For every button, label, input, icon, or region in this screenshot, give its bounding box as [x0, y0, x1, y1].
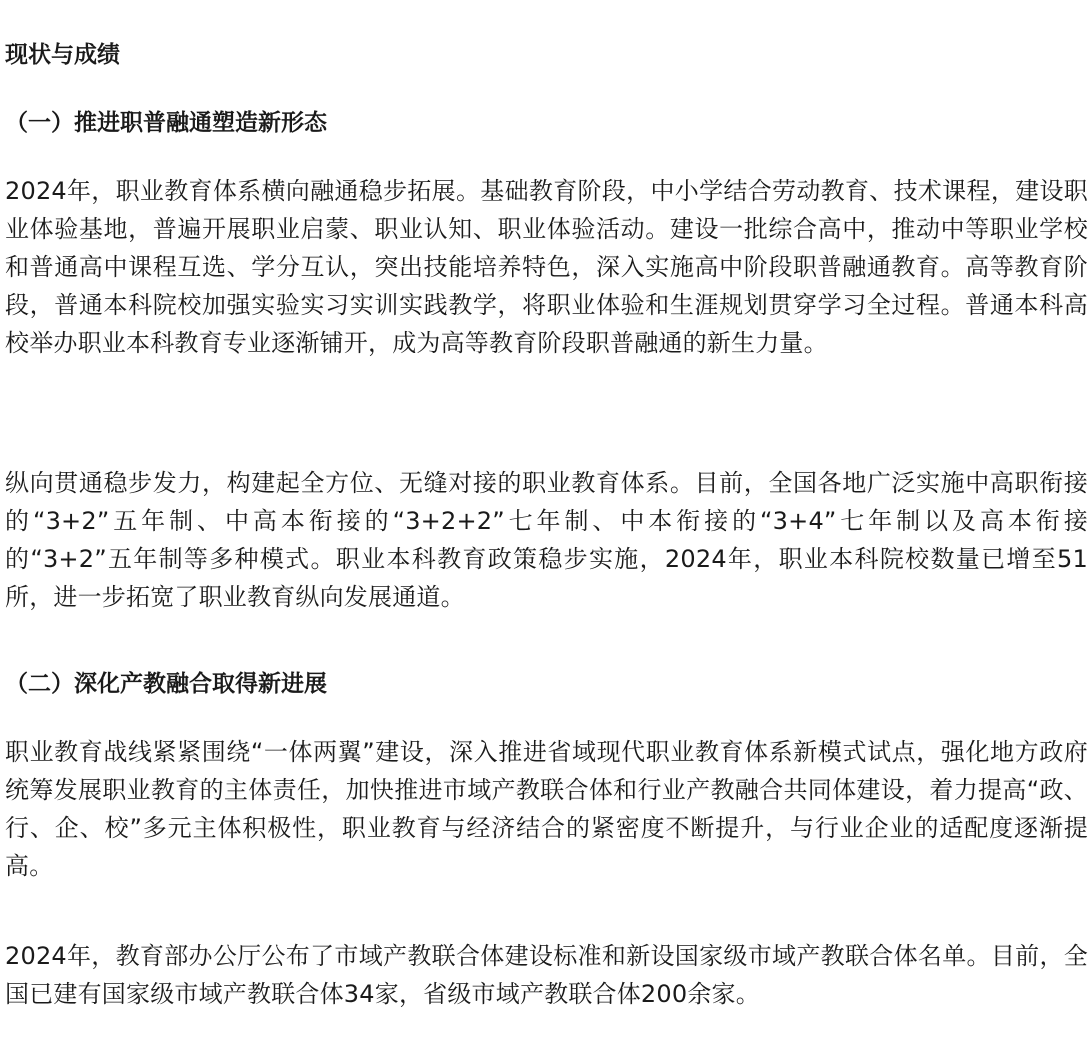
paragraph-consortium-stats: 2024年，教育部办公厅公布了市域产教联合体建设标准和新设国家级市域产教联合体名单。目前，全国已建有国家级市域产教联合体34家，省级市域产教联合体200余家。 — [5, 942, 1088, 1008]
section-heading-2: （二）深化产教融合取得新进展 — [5, 671, 327, 697]
paragraph-horizontal-integration: 2024年，职业教育体系横向融通稳步拓展。基础教育阶段，中小学结合劳动教育、技术课程，建设职业体验基地，普遍开展职业启蒙、职业认知、职业体验活动。建设一批综合高中，推动中等职业学校和普通高中课程互选、学分互认，突出技能培养特色，深入实施高中阶段职普融通教育。高等教育阶段，普通本科院校加强实验实习实训实践教学，将职业体验和生涯规划贯穿学习全过程。普通本科高校举办职业本科教育专业逐渐铺开，成为高等教育阶段职普融通的新生力量。 — [5, 177, 1088, 357]
paragraph-one-body-two-wings: 职业教育战线紧紧围绕“一体两翼”建设，深入推进省域现代职业教育体系新模式试点，强化地方政府统筹发展职业教育的主体责任，加快推进市域产教联合体和行业产教融合共同体建设，着力提高“政、行、企、校”多元主体积极性，职业教育与经济结合的紧密度不断提升，与行业企业的适配度逐渐提高。 — [5, 738, 1088, 880]
section-heading-1: （一）推进职普融通塑造新形态 — [5, 110, 327, 136]
article-title: 现状与成绩 — [5, 42, 120, 68]
paragraph-vertical-integration: 纵向贯通稳步发力，构建起全方位、无缝对接的职业教育体系。目前，全国各地广泛实施中高职衔接的“3+2”五年制、中高本衔接的“3+2+2”七年制、中本衔接的“3+4”七年制以及高本衔接的“3+2”五年制等多种模式。职业本科教育政策稳步实施，2024年，职业本科院校数量已增至51所，进一步拓宽了职业教育纵向发展通道。 — [5, 469, 1088, 611]
